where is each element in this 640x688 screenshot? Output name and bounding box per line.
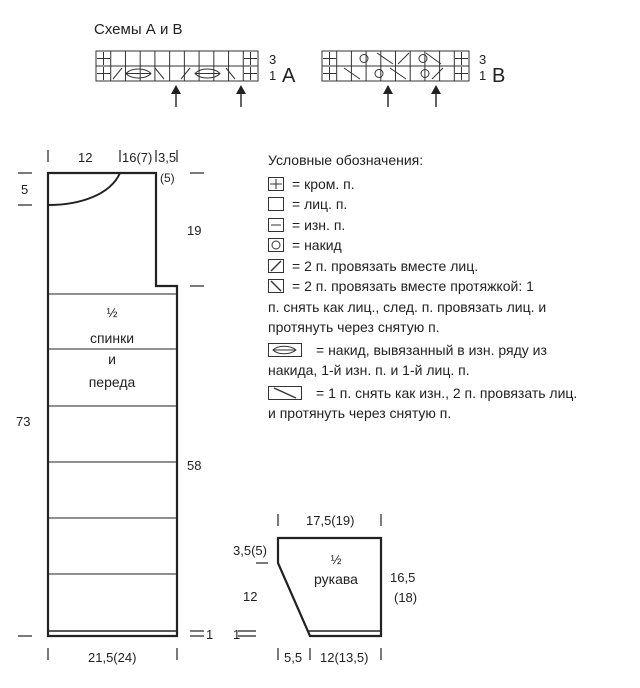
- legend-item-k2tog: = 2 п. провязать вместе лиц.: [268, 256, 638, 277]
- sleeve-pattern: [278, 538, 381, 636]
- legend-item-wrapped-yo-cont: накида, 1-й изн. п. и 1-й лиц. п.: [268, 362, 470, 378]
- body-label-line2: и: [108, 351, 116, 367]
- dim-body-length: 58: [187, 458, 202, 473]
- scheme-a-row-3: 3: [269, 52, 277, 67]
- legend-item-knit: = лиц. п.: [268, 194, 638, 215]
- dim-armhole-width: 3,5: [158, 150, 177, 165]
- scheme-b-row-3: 3: [479, 52, 487, 67]
- legend-item-sl1: = 1 п. снять как изн., 2 п. провязать лиц.: [268, 383, 638, 404]
- scheme-a-chart: [96, 51, 258, 81]
- dim-hem: 1: [206, 627, 214, 642]
- sleeve-dim-hem: 1: [233, 627, 241, 642]
- knit-stitch-icon: [268, 197, 284, 211]
- legend-item-purl: = изн. п.: [268, 215, 638, 236]
- repeat-arrow-icon: [383, 85, 441, 107]
- legend-title: Условные обозначения:: [268, 152, 424, 168]
- sleeve-dim-bottom-width: 12(13,5): [320, 650, 369, 665]
- sleeve-dim-right-height-alt: (18): [394, 590, 418, 605]
- scheme-a-row-1: 1: [269, 68, 277, 83]
- body-pattern: [48, 173, 177, 636]
- sleeve-dim-length: 12: [243, 589, 258, 604]
- legend-item-ssk-cont-1: п. снять как лиц., след. п. провязать лиц. и: [268, 298, 547, 315]
- legend: [268, 150, 638, 424]
- dim-total-length: 73: [16, 414, 31, 429]
- schemes-title: Схемы А и В: [94, 21, 183, 38]
- scheme-a-letter: A: [282, 65, 296, 87]
- repeat-arrow-icon: [171, 85, 246, 107]
- dim-width: 21,5(24): [88, 650, 137, 665]
- k2tog-icon: [268, 259, 284, 273]
- body-label-half: ½: [106, 305, 118, 320]
- legend-item-yo: = накид: [268, 235, 638, 256]
- legend-item-ssk-cont-2: протянуть через снятую п.: [268, 319, 440, 335]
- dim-armhole-width-alt: (5): [160, 171, 175, 185]
- sleeve-dim-top-width: 17,5(19): [306, 513, 355, 528]
- dim-neck-depth: 5: [21, 182, 29, 197]
- purl-stitch-icon: [268, 218, 284, 232]
- legend-item-edge: = кром. п.: [268, 174, 638, 195]
- sleeve-label-name: рукава: [314, 571, 358, 587]
- sleeve-dim-bottom-left: 5,5: [284, 650, 303, 665]
- scheme-b-chart: [322, 51, 469, 81]
- sleeve-dim-cap-step: 3,5(5): [233, 543, 267, 558]
- dimension-ticks: [238, 514, 381, 660]
- legend-item-sl1-cont: и протянуть через снятую п.: [268, 405, 452, 421]
- legend-item-wrapped-yo: = накид, вывязанный в изн. ряду из: [268, 340, 638, 361]
- wrapped-yo-icon: [268, 343, 302, 357]
- sleeve-label-half: ½: [330, 552, 342, 567]
- dim-neck-width: 12: [78, 150, 93, 165]
- dim-shoulder: 16(7): [122, 150, 153, 165]
- body-label-line3: переда: [88, 374, 136, 390]
- legend-item-ssk: = 2 п. провязать вместе протяжкой: 1: [268, 276, 638, 297]
- scheme-b-row-1: 1: [479, 68, 487, 83]
- dim-armhole-height: 19: [187, 223, 202, 238]
- scheme-b-letter: B: [492, 65, 506, 87]
- sl1-k2tog-psso-icon: [268, 386, 302, 400]
- yarn-over-icon: [268, 238, 284, 252]
- edge-stitch-icon: [268, 177, 284, 191]
- sleeve-dim-right-height: 16,5: [390, 570, 416, 585]
- ssk-icon: [268, 279, 284, 293]
- body-label-line1: спинки: [89, 330, 135, 346]
